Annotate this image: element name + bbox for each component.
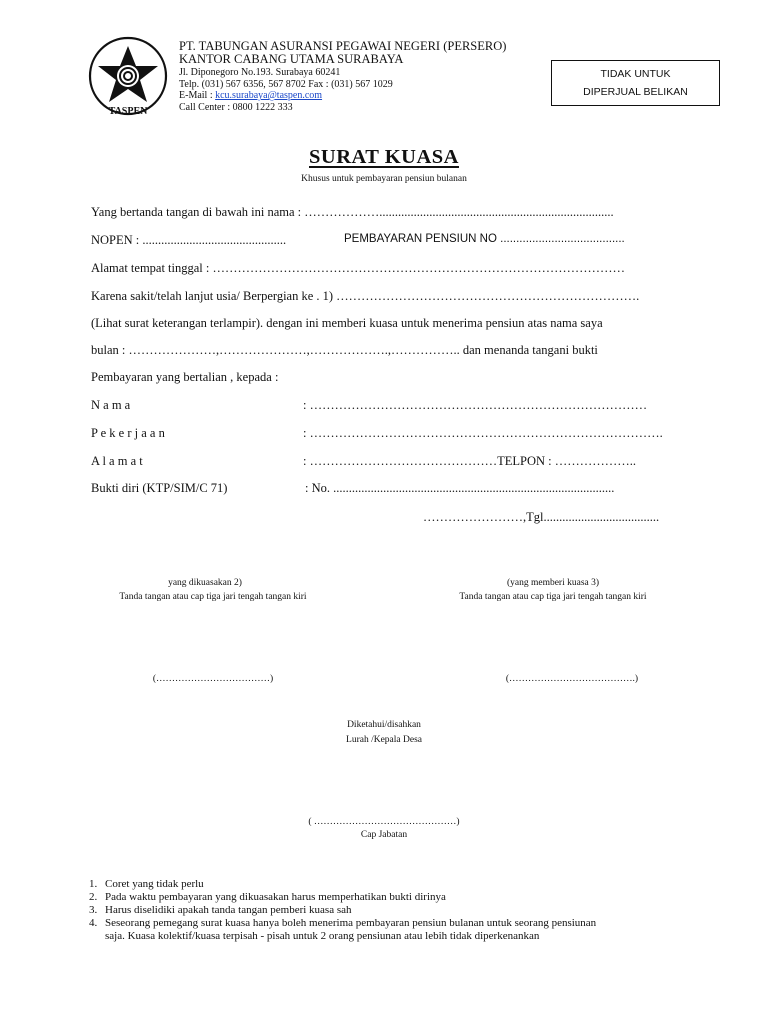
email-link[interactable]: kcu.surabaya@taspen.com [215,90,323,101]
document-title [0,146,768,169]
note-number: 4. [89,917,98,929]
signer-left-role: yang dikuasakan 2) [168,578,242,588]
field-label-name: N a m a [91,398,131,412]
office-phone: Telp. (031) 567 6356, 567 8702 Fax : (031) 567 1029 [179,78,393,90]
note-item [89,917,596,930]
notice-line-2: DIPERJUAL BELIKAN [583,86,688,98]
note-text: saja. Kuasa kolektif/kuasa terpisah - pisah untuk 2 orang pensiunan atau lebih tidak diperkenankan [105,930,540,942]
signer-right-instruction: Tanda tangan atau cap tiga jari tengah tangan kiri [459,592,647,602]
note-text: Harus diselidiki apakah tanda tangan pemberi kuasa sah [105,904,352,916]
title-text: SURAT KUASA [309,146,459,168]
form-nopen: NOPEN : .............................................. [91,233,287,247]
form-recipient-intro: Pembayaran yang bertalian , kepada : [91,370,279,384]
note-number: 2. [89,891,98,903]
field-value-address-phone: : ………………………………………TELPON : ……………….. [303,454,636,468]
office-email-line [179,90,322,102]
call-center: Call Center : 0800 1222 333 [179,101,293,113]
taspen-logo [86,36,170,120]
company-name: PT. TABUNGAN ASURANSI PEGAWAI NEGERI (PERSERO) [179,39,507,53]
email-label: E-Mail : [179,90,216,101]
place-date-line: ……………………,Tgl..................................... [423,510,660,524]
note-text: Coret yang tidak perlu [105,878,204,890]
approval-label: Diketahui/disahkan [347,720,421,730]
form-attachment-note: (Lihat surat keterangan terlampir). dengan ini memberi kuasa untuk menerima pensiun atas nama saya [91,316,603,330]
office-address: Jl. Diponegoro No.193. Surabaya 60241 [179,67,341,78]
signer-left-instruction: Tanda tangan atau cap tiga jari tengah tangan kiri [119,592,307,602]
signer-right-name: (………………………………….) [505,674,639,684]
notes-list [89,878,596,943]
form-line-name: Yang bertanda tangan di bawah ini nama : ………………........................................................................... [91,205,614,219]
note-text: Seseorang pemegang surat kuasa hanya boleh menerima pembayaran pensiun bulanan untuk seorang pensiunan [105,917,597,929]
document-subtitle: Khusus untuk pembayaran pensiun bulanan [301,174,467,184]
form-pension-number: PEMBAYARAN PENSIUN NO ....................................... [344,233,625,245]
note-item [89,904,596,917]
not-for-sale-box [551,60,720,106]
note-item-continuation [89,930,596,943]
logo-text: TASPEN [108,106,148,117]
field-label-id: Bukti diri (KTP/SIM/C 71) [91,481,228,495]
note-number: 1. [89,878,98,890]
signer-left-name: (………………………………) [152,674,274,684]
note-item [89,891,596,904]
note-item [89,878,596,891]
signer-right-role: (yang memberi kuasa 3) [506,578,600,588]
approval-role: Lurah /Kepala Desa [346,735,422,745]
official-stamp: Cap Jabatan [360,830,408,840]
office-name: KANTOR CABANG UTAMA SURABAYA [179,52,404,66]
official-name: ( ………………………………………) [308,817,460,827]
note-text: Pada waktu pembayaran yang dikuasakan harus memperhatikan bukti dirinya [105,891,446,903]
form-address: Alamat tempat tinggal : ……………………………………………………………………………………… [91,261,625,275]
note-number: 3. [89,904,98,916]
field-value-name: : ……………………………………………………………………… [303,398,648,412]
form-reason: Karena sakit/telah lanjut usia/ Berpergian ke . 1) ………………………………………………………………. [91,289,640,303]
notice-line-1: TIDAK UNTUK [600,68,671,80]
field-value-occupation: : …………………………………………………………………………. [303,426,663,440]
form-months: bulan : …………………,…………………,……………….,…………….. dan menanda tangani bukti [91,343,598,357]
field-label-address: A l a m a t [91,454,143,468]
field-label-occupation: P e k e r j a a n [91,426,165,440]
field-value-id: : No. .......................................................................................... [305,481,615,495]
